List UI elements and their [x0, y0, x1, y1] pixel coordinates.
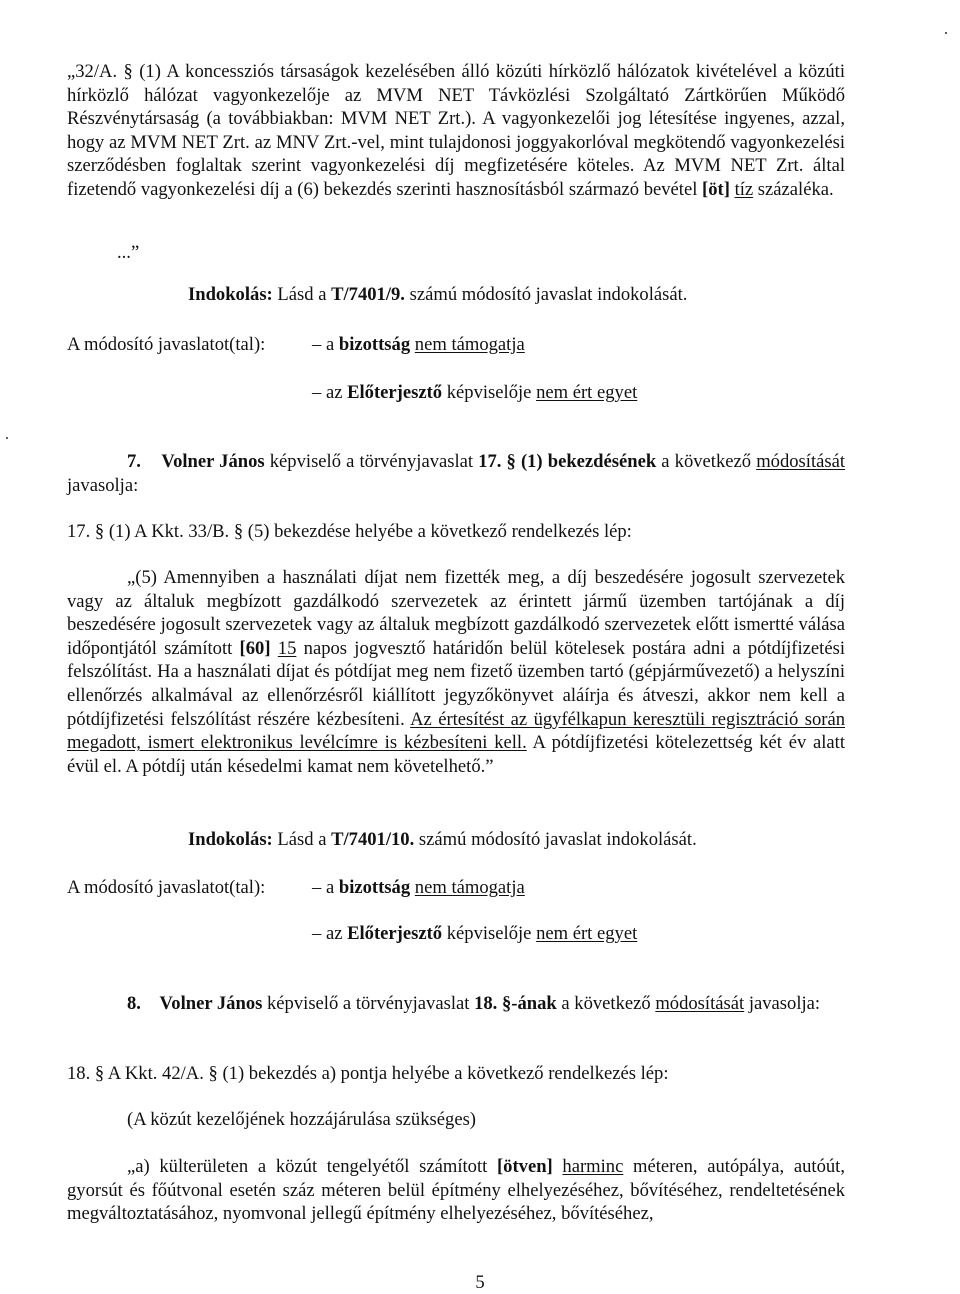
item-rest: a következő: [656, 451, 757, 472]
deleted-text: [ötven]: [496, 1156, 553, 1177]
scan-speck: [945, 32, 947, 34]
amendment-heading-18: 18. § A Kkt. 42/A. § (1) bekezdés a) pontja helyébe a következő rendelkezés lép:: [67, 1063, 669, 1084]
item-author: Volner János: [159, 993, 263, 1014]
deleted-text: [öt]: [702, 178, 730, 200]
justification-ref: T/7401/9.: [331, 284, 405, 305]
committee-decision: nem támogatja: [414, 877, 525, 898]
vote-label-1: A módosító javaslatot(tal):: [67, 334, 266, 355]
proposer-name: Előterjesztő: [347, 923, 443, 944]
proposer-vote-2: [312, 922, 637, 946]
justification-pre: Lásd a: [272, 284, 332, 305]
committee-vote-1: [312, 333, 525, 357]
paragraph-32a-end: százaléka.: [753, 178, 834, 200]
committee-name: bizottság: [338, 334, 411, 355]
item-article: 17.: [478, 451, 502, 472]
proposer-vote-1: [312, 381, 637, 405]
justification-ref: T/7401/10.: [331, 829, 415, 850]
item-7: [67, 450, 845, 497]
item-end: javasolja:: [67, 474, 139, 496]
justification-1: [188, 283, 687, 307]
paragraph-32a: [67, 60, 845, 202]
justification-post: számú módosító javaslat indokolását.: [414, 829, 697, 850]
justification-post: számú módosító javaslat indokolását.: [404, 284, 688, 305]
scan-speck: [6, 437, 8, 439]
point-a-text-2: méteren, autópálya, autóút, gyorsút és főútvonal esetén száz méteren belül építmény elhelyezéséhez, bővítéséhez, rendeltetésének megváltoztatásához, nyomvonal jellegű építmény elhelyezéséhez, bővítéséhez,: [67, 1156, 845, 1225]
proposer-decision: nem ért egyet: [536, 382, 638, 403]
paragraph-5-text-2: napos jogvesztő határidőn belül kötelesek postára adni a pótdíjfizetési felszólítást. Ha a használati díjat és pótdíjat meg nem fizető üzemben tartó (gépjárművezető) a helyszíni ellenőrzés alkalmával az ellenőrzésről kiállított jegyzőkönyvet aláírja és átveszi, akkor nem kell a pótdíjfizetési felszólítást részére kézbesíteni.: [67, 637, 845, 730]
item-author: Volner János: [161, 451, 265, 472]
item-section: § (1) bekezdésének: [506, 451, 657, 472]
justification-label: Indokolás:: [188, 829, 273, 850]
paragraph-32a-text: „32/A. § (1) A koncessziós társaságok kezelésében álló közúti hírközlő hálózatok kivételével a közúti hírközlő hálózat vagyonkezelője az MVM NET Távközlési Szolgáltató Zártkörűen Működő Részvénytársaság (a továbbiakban: MVM NET Zrt.). A vagyonkezelői jog létesítése ingyenes, azzal, hogy az MVM NET Zrt. az MNV Zrt.-vel, mint tulajdonosi joggyakorlóval megkötendő vagyonkezelési szerződésben foglaltak szerint vagyonkezelési díj megfizetésére köteles. Az MVM NET Zrt. által fizetendő vagyonkezelési díj a (6) bekezdés szerinti hasznosításból származó bevétel: [67, 61, 845, 200]
amendment-heading-17: 17. § (1) A Kkt. 33/B. § (5) bekezdése helyébe a következő rendelkezés lép:: [67, 521, 632, 542]
inserted-text: harminc: [562, 1156, 624, 1177]
vote-dash: – a: [312, 877, 339, 898]
justification-pre: Lásd a: [272, 829, 332, 850]
committee-vote-2: [312, 876, 525, 900]
item-number: 7.: [127, 451, 141, 472]
inserted-sentence: Az értesítést az ügyfélkapun keresztüli regisztráció során megadott, ismert elektronikus levélcímre is kézbesíteni kell.: [67, 708, 845, 754]
justification-2: [188, 828, 697, 852]
inserted-text: 15: [277, 637, 297, 659]
page-number: 5: [475, 1272, 485, 1293]
item-mid: képviselő a törvényjavaslat: [262, 993, 475, 1014]
committee-name: bizottság: [338, 877, 411, 898]
paragraph-5: [67, 566, 845, 778]
item-section: 18. §-ának: [474, 993, 557, 1014]
item-8: [67, 992, 845, 1016]
point-a: [67, 1155, 845, 1226]
proposer-rep: képviselője: [442, 382, 537, 403]
item-modification: módosítását: [756, 451, 846, 472]
committee-decision: nem támogatja: [414, 334, 525, 355]
item-mid: képviselő a törvényjavaslat: [264, 451, 479, 472]
vote-dash: – az: [312, 382, 348, 403]
item-rest: a következő: [556, 993, 656, 1014]
paragraph-5-text-3: A pótdíjfizetési kötelezettség két év alatt évül el. A pótdíj után késedelmi kamat nem követelhető.”: [67, 732, 845, 777]
inserted-text: tíz: [734, 178, 754, 200]
closing-ellipsis: ...”: [117, 242, 140, 263]
item-number: 8.: [127, 993, 141, 1014]
proposer-rep: képviselője: [442, 923, 537, 944]
vote-label-2: A módosító javaslatot(tal):: [67, 877, 266, 898]
paragraph-5-text: „(5) Amennyiben a használati díjat nem fizették meg, a díj beszedésére jogosult szervezetek vagy az általuk megbízott gazdálkodó szervezetek az érintett jármű üzemben tartójának a díj beszedésére jogosult szervezetek vagy az általuk megbízott gazdálkodó szervezetek előtt ismertté válása időpontjától számított: [67, 567, 845, 659]
context-parenthetical: (A közút kezelőjének hozzájárulása szükséges): [127, 1109, 476, 1130]
vote-dash: – a: [312, 334, 339, 355]
item-end: javasolja:: [744, 993, 821, 1014]
deleted-text: [60]: [239, 637, 271, 659]
proposer-name: Előterjesztő: [347, 382, 443, 403]
item-modification: módosítását: [655, 993, 745, 1014]
justification-label: Indokolás:: [188, 284, 273, 305]
proposer-decision: nem ért egyet: [536, 923, 638, 944]
vote-dash: – az: [312, 923, 348, 944]
point-a-text: „a) külterületen a közút tengelyétől számított: [127, 1156, 497, 1177]
